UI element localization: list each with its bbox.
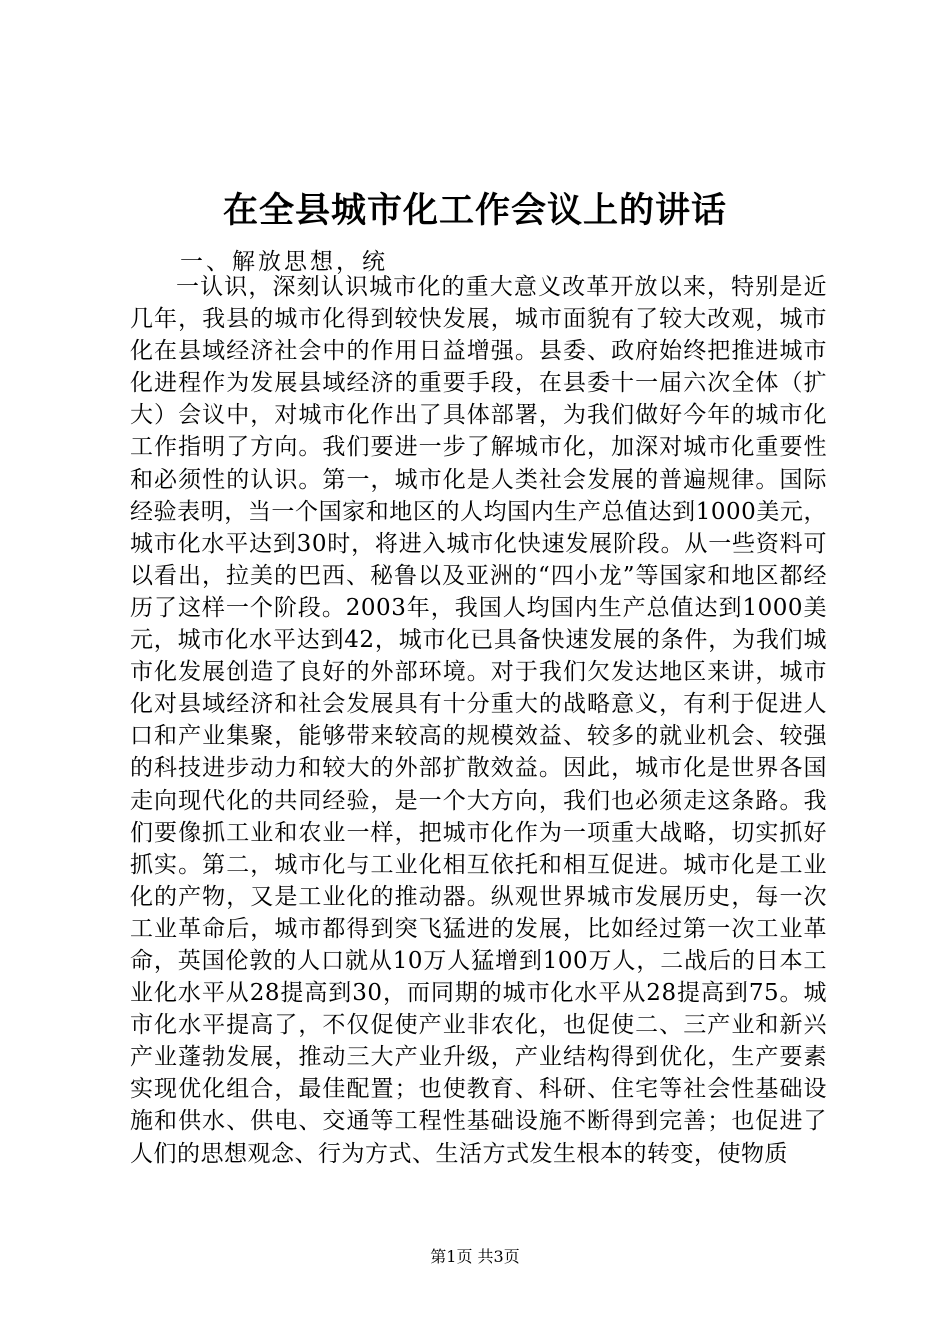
page-title: 在全县城市化工作会议上的讲话 (222, 190, 727, 231)
section-heading: 一、解放思想，统 (180, 249, 388, 275)
body-paragraph: 一认识，深刻认识城市化的重大意义改革开放以来，特别是近几年，我县的城市化得到较快发展，城市面貌有了较大改观，城市化在县域经济社会中的作用日益增强。县委、政府始终把推进城市化进程作为发展县域经济的重要手段，在县委十一届六次全体（扩大）会议中，对城市化作出了具体部署，为我们做好今年的城市化工作指明了方向。我们要进一步了解城市化，加深对城市化重要性和必须性的认识。第一，城市化是人类社会发展的普遍规律。国际经验表明，当一个国家和地区的人均国内生产总值达到1000美元，城市化水平达到30时，将进入城市化快速发展阶段。从一些资料可以看出，拉美的巴西、秘鲁以及亚洲的“四小龙”等国家和地区都经历了这样一个阶段。2003年，我国人均国内生产总值达到1000美元，城市化水平达到42，城市化已具备快速发展的条件，为我们城市化发展创造了良好的外部环境。对于我们欠发达地区来讲，城市化对县域经济和社会发展具有十分重大的战略意义，有利于促进人口和产业集聚，能够带来较高的规模效益、较多的就业机会、较强的科技进步动力和较大的外部扩散效益。因此，城市化是世界各国走向现代化的共同经验，是一个大方向，我们也必须走这条路。我们要像抓工业和农业一样，把城市化作为一项重大战略，切实抓好抓实。第二，城市化与工业化相互依托和相互促进。城市化是工业化的产物，又是工业化的推动器。纵观世界城市发展历史，每一次工业革命后，城市都得到突飞猛进的发展，比如经过第一次工业革命，英国伦敦的人口就从10万人猛增到100万人，二战后的日本工业化水平从28提高到30，而同期的城市化水平从28提高到75。城市化水平提高了，不仅促使产业非农化，也促使二、三产业和新兴产业蓬勃发展，推动三大产业升级，产业结构得到优化，生产要素实现优化组合，最佳配置；也使教育、科研、住宅等社会性基础设施和供水、供电、交通等工程性基础设施不断得到完善；也促进了人们的思想观念、行为方式、生活方式发生根本的转变，使物质 (130, 274, 827, 1167)
page-footer: 第1页 共3页 (430, 1247, 520, 1266)
